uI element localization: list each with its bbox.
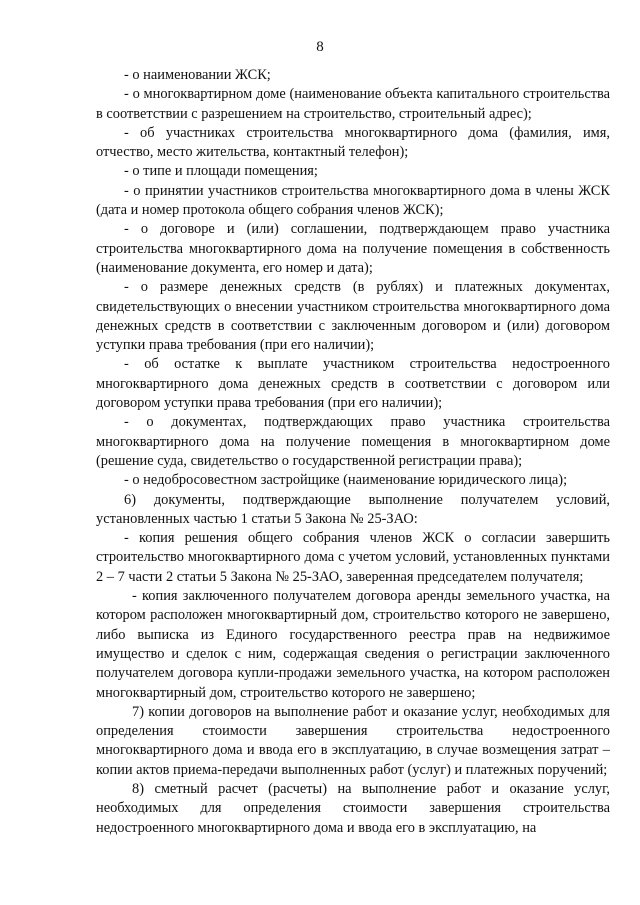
paragraph-rights-documents: - о документах, подтверждающих право участника строительства многоквартирного дома на получение помещения в многоквартирном доме (решение суда, свидетельство о государственной регистрации права); <box>96 414 610 469</box>
paragraph-membership: - о принятии участников строительства многоквартирного дома в члены ЖСК (дата и номер протокола общего собрания членов ЖСК); <box>96 182 610 219</box>
paragraph-jsk-name: - о наименовании ЖСК; <box>124 67 271 83</box>
paragraph-land-lease: - копия заключенного получателем договора аренды земельного участка, на котором расположен многоквартирный дом, строительство которого не завершено, либо выписка из Единого государственного реестра прав на недвижимое имущество и сделок с ним, содержащая сведения о регистрации заключенного получателем договора купли-продажи земельного участка, на котором расположен многоквартирный дом, строительство которого не завершено; <box>96 588 610 701</box>
paragraph-apartment-building: - о многоквартирном доме (наименование объекта капитального строительства в соответствии с разрешением на строительство, строительный адрес); <box>96 86 610 122</box>
paragraph-premises-type: - о типе и площади помещения; <box>124 163 318 180</box>
paragraph-meeting-decision: - копия решения общего собрания членов ЖСК о согласии завершить строительство многоквартирного дома с учетом условий, установленных пунктами 2 – 7 части 2 статьи 5 Закона № 25-ЗАО, заверенная председателем получателя; <box>96 530 610 585</box>
paragraph-item-8: 8) сметный расчет (расчеты) на выполнение работ и оказание услуг, необходимых для определения стоимости завершения строительства недостроенного многоквартирного дома и ввода его в эксплуатацию, на <box>96 780 610 836</box>
paragraph-developer: - о недобросовестном застройщике (наименование юридического лица); <box>124 472 568 489</box>
paragraph-funds: - о размере денежных средств (в рублях) и платежных документах, свидетельствующих о внесении участником строительства многоквартирного дома денежных средств в соответствии с заключенным договором и (или) договором уступки права требования (при его наличии); <box>96 279 610 354</box>
paragraph-balance: - об остатке к выплате участником строительства недостроенного многоквартирного дома денежных средств в соответствии с договором или договором уступки права требования (при его наличии); <box>96 356 610 412</box>
paragraph-agreement: - о договоре и (или) соглашении, подтверждающем право участника строительства многоквартирного дома на получение помещения в собственность (наименование документа, его номер и дата); <box>96 221 610 276</box>
paragraph-participants: - об участниках строительства многоквартирного дома (фамилия, имя, отчество, место жительства, контактный телефон); <box>96 124 610 161</box>
paragraph-item-6: 6) документы, подтверждающие выполнение получателем условий, установленных частью 1 статьи 5 Закона № 25-ЗАО: <box>96 491 610 527</box>
document-body <box>96 66 610 838</box>
page-number: 8 <box>316 39 324 55</box>
paragraph-item-7: 7) копии договоров на выполнение работ и оказание услуг, необходимых для определения стоимости завершения строительства недостроенного многоквартирного дома и ввода его в эксплуатацию, в случае возмещения затрат – копии актов приема-передачи выполненных работ (услуг) и платежных поручений; <box>96 703 610 778</box>
